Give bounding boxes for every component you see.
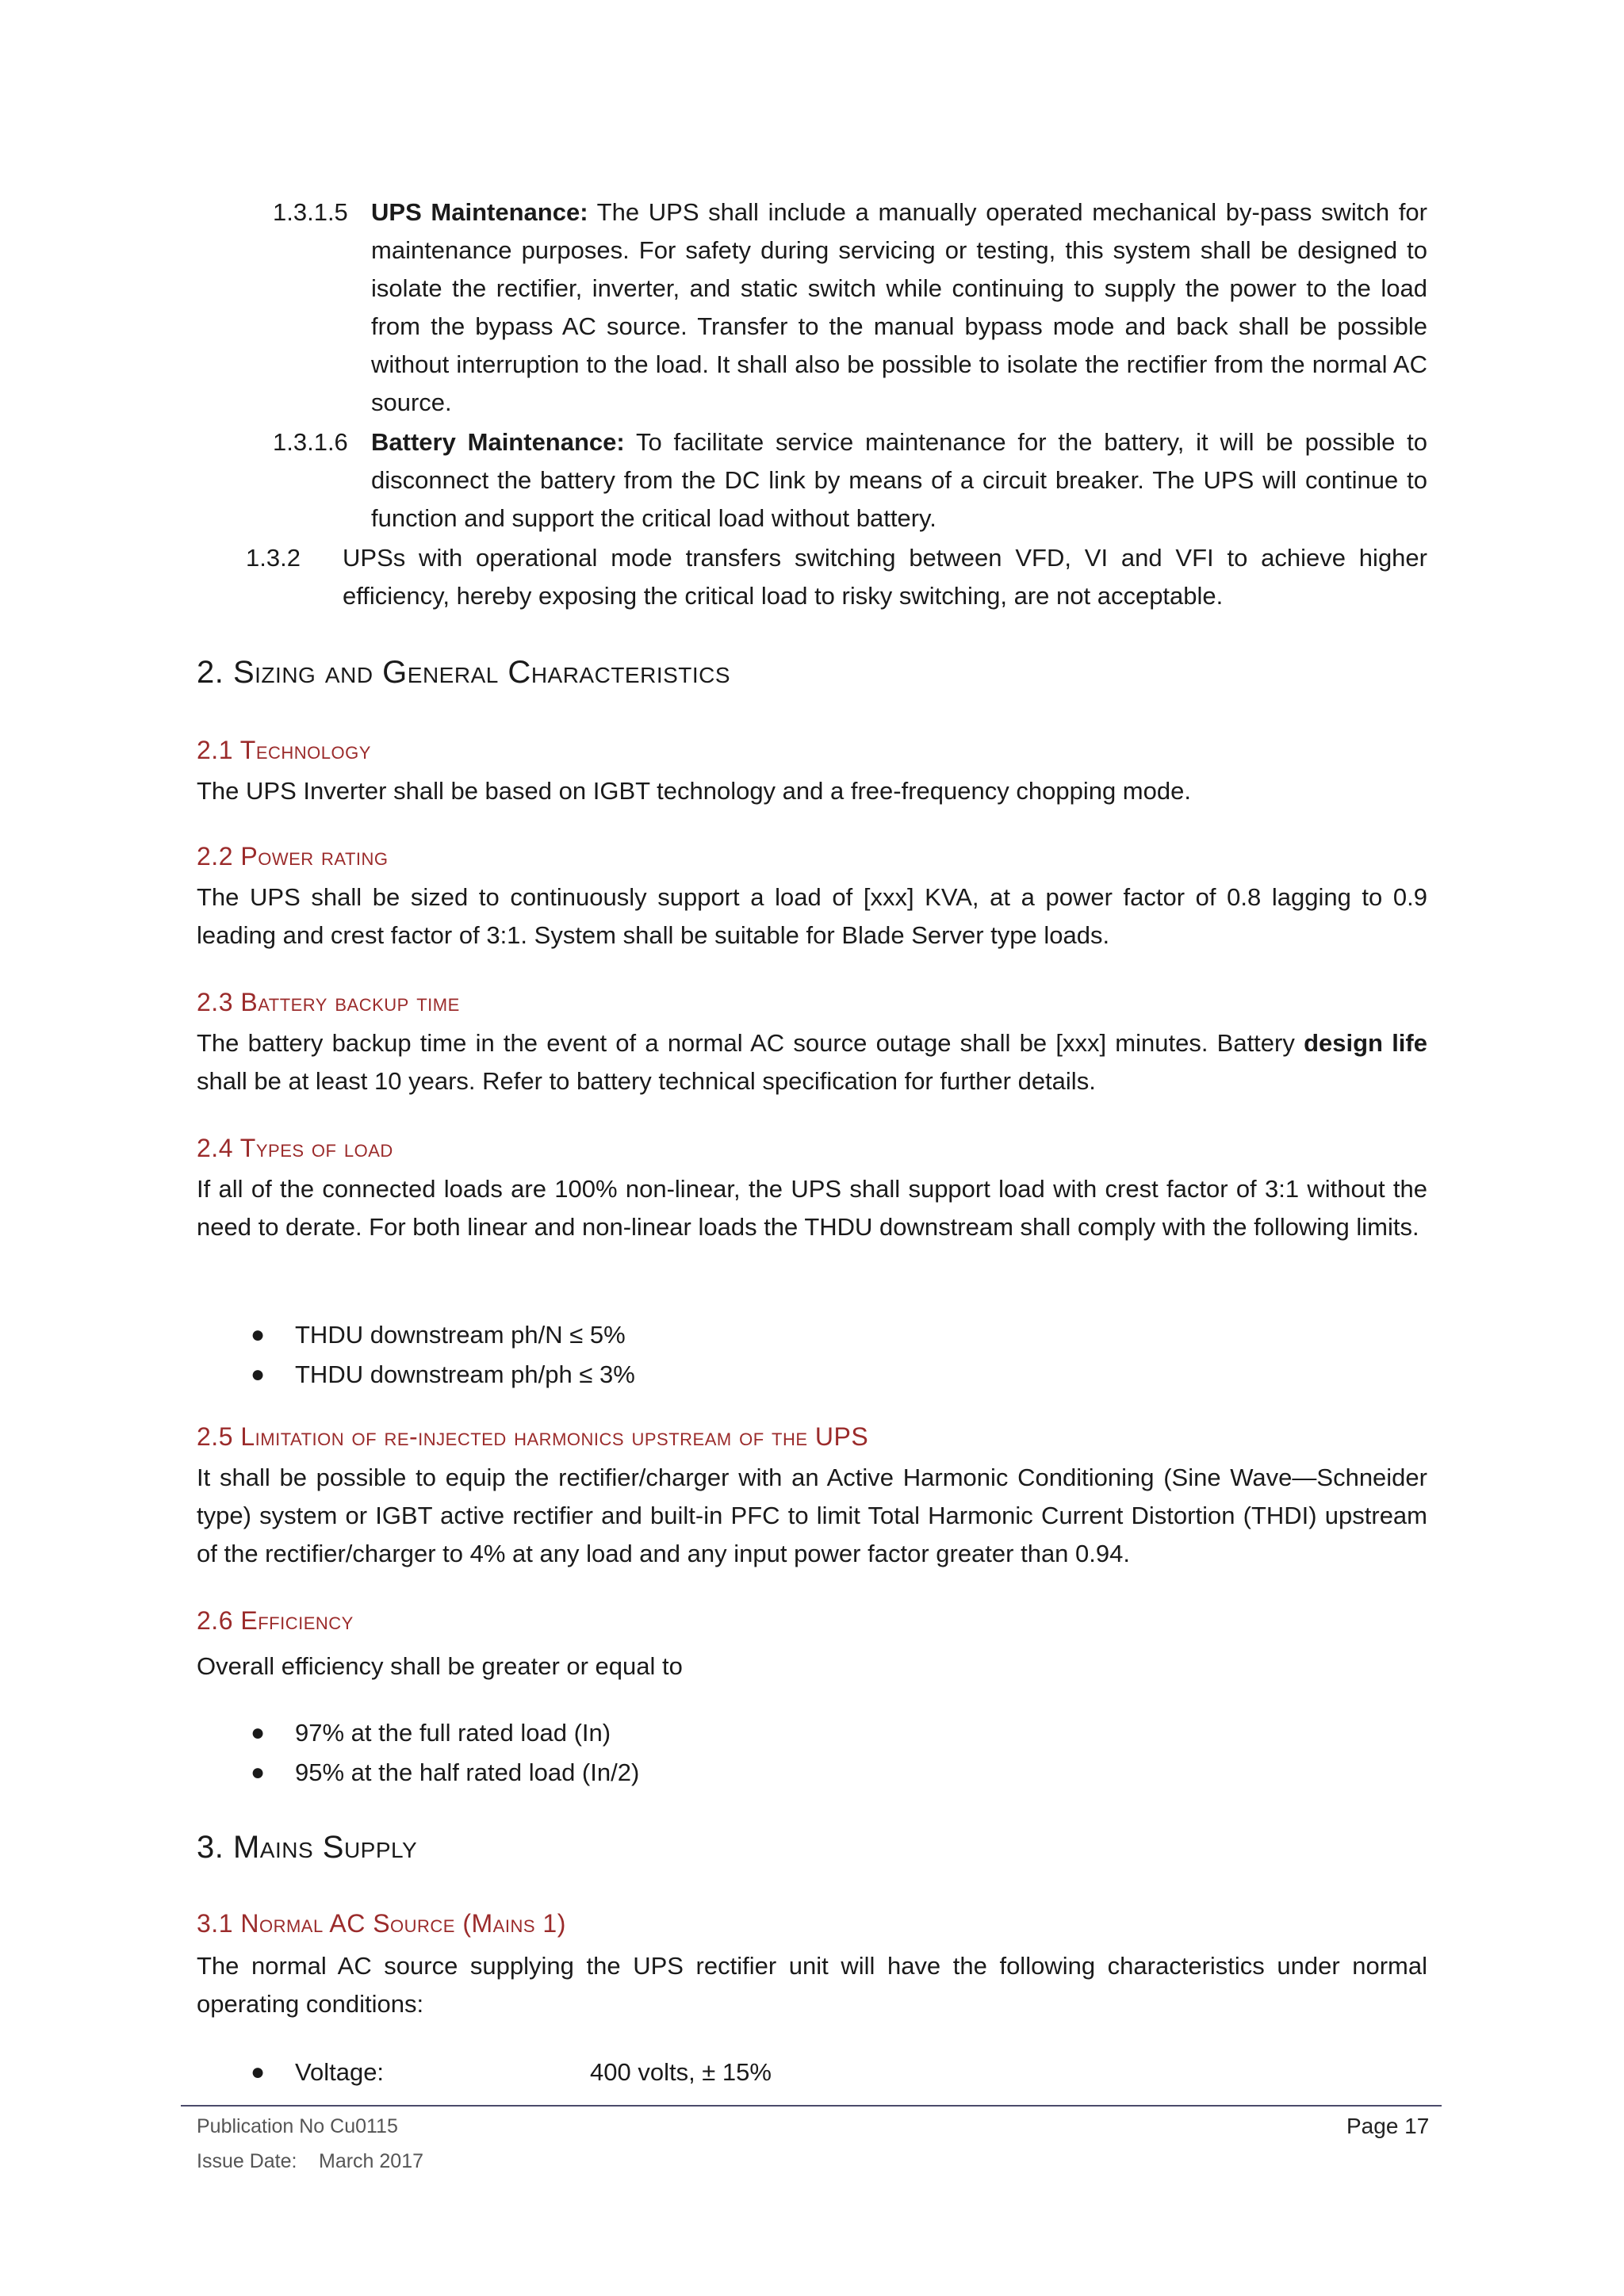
list-item-text: 95% at the half rated load (In/2): [295, 1758, 640, 1786]
footer-divider: [181, 2105, 1442, 2107]
subheading-3-1: 3.1 Normal AC Source (Mains 1): [197, 1909, 566, 1938]
bullet-icon: ●: [251, 1322, 266, 1348]
clause-1315-lead: UPS Maintenance:: [371, 198, 588, 226]
footer-page-number: Page 17: [1346, 2114, 1430, 2138]
clause-1316-lead: Battery Maintenance:: [371, 428, 625, 456]
paragraph-2-1: The UPS Inverter shall be based on IGBT technology and a free-frequency chopping mode.: [197, 777, 1191, 805]
clause-1316: [371, 423, 1427, 538]
subheading-2-6: 2.6 Efficiency: [197, 1606, 354, 1635]
paragraph-2-3-a: The battery backup time in the event of a normal AC source outage shall be [xxx] minutes. Battery: [197, 1029, 1304, 1057]
bullet-icon: ●: [251, 1361, 266, 1387]
clause-1315-text: The UPS shall include a manually operated mechanical by-pass switch for maintenance purposes. For safety during servicing or testing, this system shall be designed to isolate the rectifier, inverter, and static switch while continuing to supply the power to the load from the bypass AC source. Transfer to the manual bypass mode and back shall be possible without interruption to the load. It shall also be possible to isolate the rectifier from the normal AC source.: [371, 198, 1427, 416]
list-item-text: THDU downstream ph/N ≤ 5%: [295, 1321, 626, 1349]
section-heading-3: 3. Mains Supply: [197, 1830, 418, 1865]
section-heading-2: 2. Sizing and General Characteristics: [197, 655, 731, 690]
clause-number-1315: 1.3.1.5: [273, 198, 348, 226]
bullet-icon: ●: [251, 1720, 266, 1746]
paragraph-2-6: Overall efficiency shall be greater or equal to: [197, 1652, 683, 1680]
subheading-2-4: 2.4 Types of load: [197, 1134, 393, 1162]
paragraph-2-3-bold: design life: [1304, 1029, 1427, 1057]
paragraph-2-3: [197, 1024, 1427, 1100]
list-item-text: THDU downstream ph/ph ≤ 3%: [295, 1360, 635, 1388]
subheading-2-5: 2.5 Limitation of re-injected harmonics upstream of the UPS: [197, 1422, 869, 1451]
paragraph-2-4: If all of the connected loads are 100% non-linear, the UPS shall support load with crest factor of 3:1 without the need to derate. For both linear and non-linear loads the THDU downstream shall comply with the following limits.: [197, 1175, 1427, 1241]
clause-number-132: 1.3.2: [246, 544, 301, 572]
bullet-icon: ●: [251, 2059, 266, 2085]
list-item-value: 400 volts, ± 15%: [590, 2058, 772, 2086]
footer-issue-label: Issue Date:: [197, 2150, 297, 2172]
subheading-2-3: 2.3 Battery backup time: [197, 988, 460, 1016]
footer-publication: Publication No Cu0115: [197, 2115, 398, 2137]
list-item-text: 97% at the full rated load (In): [295, 1719, 611, 1747]
clause-132: UPSs with operational mode transfers switching between VFD, VI and VFI to achieve higher efficiency, hereby exposing the critical load to risky switching, are not acceptable.: [343, 544, 1427, 610]
paragraph-2-2: The UPS shall be sized to continuously support a load of [xxx] KVA, at a power factor of 0.8 lagging to 0.9 leading and crest factor of 3:1. System shall be suitable for Blade Server type loads.: [197, 883, 1427, 949]
list-item-label: Voltage:: [295, 2058, 385, 2086]
clause-1315: [371, 193, 1427, 422]
clause-number-1316: 1.3.1.6: [273, 428, 348, 456]
bullet-icon: ●: [251, 1759, 266, 1785]
subheading-2-2: 2.2 Power rating: [197, 842, 389, 871]
paragraph-2-3-b: shall be at least 10 years. Refer to battery technical specification for further details.: [197, 1067, 1096, 1095]
clause-1316-text: To facilitate service maintenance for the battery, it will be possible to disconnect the battery from the DC link by means of a circuit breaker. The UPS will continue to function and support the critical load without battery.: [371, 428, 1428, 532]
footer-issue-date: March 2017: [319, 2150, 424, 2172]
subheading-2-1: 2.1 Technology: [197, 736, 371, 764]
paragraph-3-1: The normal AC source supplying the UPS rectifier unit will have the following characteristics under normal operating conditions:: [197, 1952, 1427, 2018]
paragraph-2-5: It shall be possible to equip the rectifier/charger with an Active Harmonic Conditioning (Sine Wave—Schneider type) system or IGBT active rectifier and built-in PFC to limit Total Harmonic Current Distortion (THDI) upstream of the rectifier/charger to 4% at any load and any input power factor greater than 0.94.: [197, 1464, 1427, 1567]
